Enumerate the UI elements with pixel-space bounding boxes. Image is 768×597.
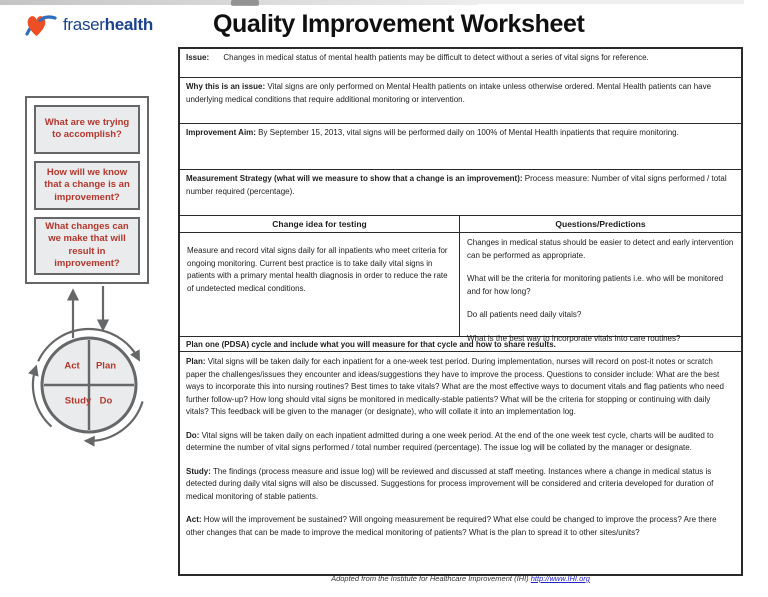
measurement-strategy-row bbox=[180, 170, 741, 216]
pdsa-cycle-detail-row bbox=[180, 352, 741, 574]
logo-word-health: health bbox=[104, 15, 153, 34]
measurement-strategy-text: Process measure: Number of vital signs performed / total number required (percentage). bbox=[186, 174, 727, 196]
change-table-header-row bbox=[180, 216, 741, 233]
issue-text: Changes in medical status of mental health patients may be difficult to detect without a series of vital signs for reference. bbox=[223, 53, 649, 62]
plan-label: Plan: bbox=[186, 357, 206, 366]
act-label: Act: bbox=[186, 515, 202, 524]
why-issue-row bbox=[180, 78, 741, 124]
act-paragraph bbox=[186, 514, 735, 539]
question-box-know-improvement: How will we know that a change is an improvement? bbox=[34, 161, 140, 210]
issue-label: Issue: bbox=[186, 53, 210, 62]
pdsa-quadrant-do: Do bbox=[99, 395, 113, 407]
ihi-link[interactable]: http://www.IHI.org bbox=[530, 574, 590, 583]
study-paragraph bbox=[186, 466, 735, 504]
question-box-what-changes: What changes can we make that will result in improvement? bbox=[34, 217, 140, 275]
do-paragraph bbox=[186, 430, 735, 455]
study-text: The findings (process measure and issue log) will be reviewed and discussed at staff meeting. Instances where a change in medical status is detected during daily vital signs will also be discussed. Suggestions for process improvement will be considered and criteria developed for duration of medical monitoring of stable patients. bbox=[186, 466, 714, 501]
change-idea-cell bbox=[180, 233, 460, 336]
scan-artifact-blob bbox=[231, 0, 259, 6]
issue-row bbox=[180, 49, 741, 78]
worksheet-table bbox=[178, 47, 743, 576]
plan-paragraph bbox=[186, 356, 735, 419]
act-text: How will the improvement be sustained? Will ongoing measurement be required? What else could be changed to improve the process? Are there other changes that can be made to improve the medical monitoring of patients? What is the plan to spread it to other sites/units? bbox=[186, 515, 717, 537]
attribution-footer bbox=[178, 574, 743, 583]
question-paragraph: Changes in medical status should be easier to detect and early intervention can be performed as appropriate. bbox=[467, 238, 734, 260]
plan-text: Vital signs will be taken daily for each inpatient for a one-week test period. During implementation, nurses will record on post-it notes or scratch paper the challenges/issues they encounter and ideas/suggestions they have to improve the process. Questions to consider include: What are the best ways to incorporate this into nursing routines? Best times to take vitals? What are the most effective ways to document vitals and flag patients who need further follow-up? How long should vital signs be monitored in medically-stable patients? What will be the criteria for stopping or continuing with daily vitals? This feedback will be given to the manager (or designate), who will collate it into an implementation log. bbox=[186, 357, 724, 416]
fraserhealth-logo bbox=[24, 11, 153, 39]
logo-word-fraser: fraser bbox=[63, 15, 105, 34]
question-paragraph: Do all patients need daily vitals? bbox=[467, 310, 582, 319]
fraserhealth-heart-icon bbox=[24, 11, 57, 39]
measurement-strategy-label: Measurement Strategy (what will we measure to show that a change is an improvement): bbox=[186, 174, 523, 183]
do-label: Do: bbox=[186, 430, 200, 440]
question-box-accomplish: What are we trying to accomplish? bbox=[34, 105, 140, 154]
logo-wordmark bbox=[63, 15, 153, 35]
pdsa-plan-header-row: Plan one (PDSA) cycle and include what you will measure for that cycle and how to share results. bbox=[180, 337, 741, 352]
scan-artifact-band-right bbox=[478, 0, 744, 4]
why-issue-text: Vital signs are only performed on Mental Health patients on intake unless otherwise ordered. Mental Health patients can have underlying medical conditions that require additional monitoring or intervention. bbox=[186, 82, 712, 104]
change-table-body-row bbox=[180, 233, 741, 343]
improvement-aim-row bbox=[180, 124, 741, 170]
questions-predictions-cell bbox=[460, 233, 741, 343]
do-text: Vital signs will be taken daily on each inpatient admitted during a one week period. At the end of the one week test cycle, charts will be audited to determine the number of vital signs performed / total number required (percentage). The issue log will be collated by the manager or designate. bbox=[186, 430, 714, 452]
pdsa-quadrant-study: Study bbox=[64, 395, 92, 407]
improvement-aim-label: Improvement Aim: bbox=[186, 128, 256, 137]
pdsa-quadrant-plan: Plan bbox=[95, 360, 117, 372]
questions-predictions-header: Questions/Predictions bbox=[555, 218, 646, 229]
change-idea-header: Change idea for testing bbox=[180, 216, 460, 232]
improvement-aim-text: By September 15, 2013, vital signs will be performed daily on 100% of Mental Health inpatients that require monitoring. bbox=[258, 128, 679, 137]
pdsa-cycle-diagram bbox=[20, 323, 168, 453]
question-paragraph: What will be the criteria for monitoring patients i.e. who will be monitored and for how long? bbox=[467, 274, 724, 296]
why-issue-label: Why this is an issue: bbox=[186, 82, 266, 91]
question-paragraph: What is the best way to incorporate vitals into care routines? bbox=[467, 333, 681, 343]
pdsa-quadrant-act: Act bbox=[64, 360, 80, 372]
study-label: Study: bbox=[186, 466, 211, 476]
page-title: Quality Improvement Worksheet bbox=[213, 10, 585, 38]
attribution-text: Adopted from the Institute for Healthcare Improvement (IHI) bbox=[331, 574, 529, 583]
model-for-improvement-box bbox=[25, 96, 149, 284]
change-idea-text: Measure and record vital signs daily for all inpatients who meet criteria for ongoing monitoring. Current best practice is to take daily vital signs in patients with a primary mental health diagnosis in order to reduce the rate of undetected medical conditions. bbox=[187, 246, 448, 293]
